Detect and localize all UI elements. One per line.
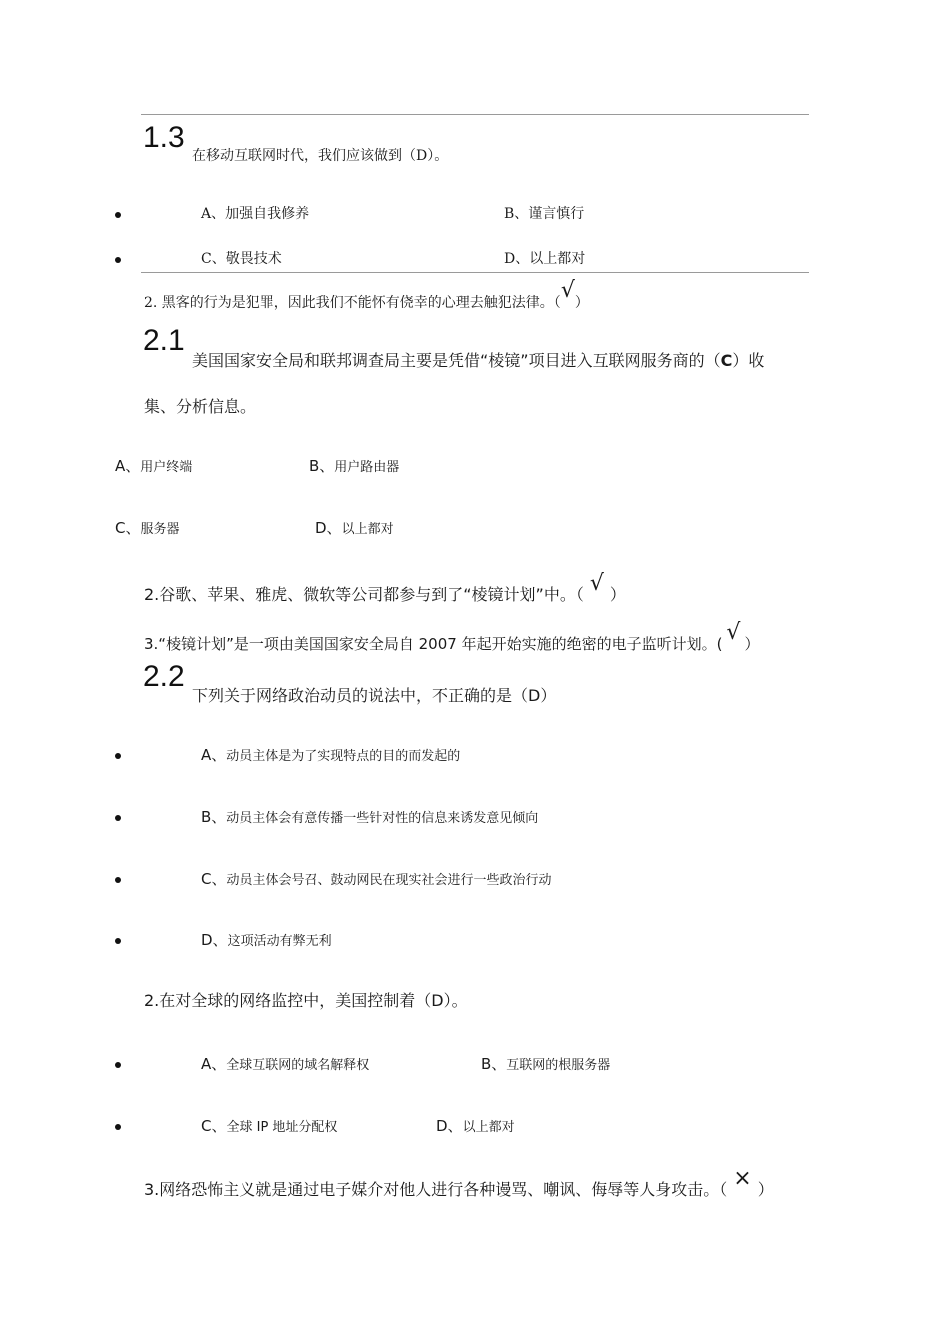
option-c — [201, 1115, 337, 1136]
question-2-1 — [192, 348, 764, 371]
option-letter: A、 — [201, 746, 227, 764]
option-b — [481, 1053, 610, 1074]
option-letter: C、 — [115, 519, 141, 537]
option-text: 全球 IP 地址分配权 — [226, 1120, 338, 1135]
question-1-3: 在移动互联网时代，我们应该做到（D）。 — [192, 148, 449, 164]
statement-text: 3.“棱镜计划”是一项由美国国家安全局自 2007 年起开始实施的绝密的电子监听计划。( — [144, 635, 723, 653]
section-number-2-2: 2.2 — [143, 660, 185, 693]
bullet — [115, 877, 121, 883]
section-number-2-1: 2.1 — [143, 324, 185, 357]
option-d: D、以上都对 — [504, 251, 586, 267]
cross-mark-icon: × — [733, 1166, 752, 1191]
bullet — [115, 1124, 121, 1130]
true-false-3 — [144, 620, 760, 654]
top-divider — [141, 114, 809, 115]
section-number-1-3: 1.3 — [143, 121, 185, 154]
bullet — [115, 753, 121, 759]
option-c: C、敬畏技术 — [201, 251, 282, 267]
option-d — [315, 517, 394, 538]
option-letter: A、 — [115, 457, 141, 475]
option-letter: C、 — [201, 870, 227, 888]
option-letter: A、 — [201, 1055, 227, 1073]
bullet — [115, 938, 121, 944]
option-text: 互联网的根服务器 — [506, 1058, 611, 1073]
option-text: 动员主体会有意传播一些针对性的信息来诱发意见倾向 — [226, 811, 539, 826]
option-c — [201, 868, 552, 889]
true-false-3 — [144, 1166, 774, 1200]
option-d — [201, 929, 332, 950]
statement-text: 2. 黑客的行为是犯罪，因此我们不能怀有侥幸的心理去触犯法律。（ — [144, 295, 561, 311]
statement-text: 3.网络恐怖主义就是通过电子媒介对他人进行各种谩骂、嘲讽、侮辱等人身攻击。（ — [144, 1180, 728, 1199]
option-b: B、谨言慎行 — [504, 206, 585, 222]
option-text: 这项活动有弊无利 — [227, 934, 332, 949]
option-letter: B、 — [201, 808, 227, 826]
option-text: 服务器 — [140, 522, 180, 537]
option-letter: B、 — [481, 1055, 507, 1073]
check-mark-icon: √ — [726, 620, 741, 645]
close-paren: ） — [744, 635, 760, 653]
close-paren: ） — [609, 585, 626, 604]
option-text: 以上都对 — [341, 522, 394, 537]
bullet — [115, 257, 121, 263]
option-letter: D、 — [436, 1117, 463, 1135]
option-text: 以上都对 — [462, 1120, 515, 1135]
option-text: 动员主体会号召、鼓动网民在现实社会进行一些政治行动 — [226, 873, 552, 888]
option-letter: D、 — [315, 519, 342, 537]
option-text: 用户终端 — [140, 460, 193, 475]
question-text-end: ）收 — [732, 351, 765, 370]
option-a — [115, 455, 192, 476]
option-letter: D、 — [201, 931, 228, 949]
option-b — [309, 455, 399, 476]
answer-letter: C — [720, 351, 733, 370]
option-b — [201, 806, 538, 827]
question-2-1-line2: 集、分析信息。 — [144, 397, 257, 416]
option-letter: C、 — [201, 1117, 227, 1135]
question-text: 美国国家安全局和联邦调查局主要是凭借“棱镜”项目进入互联网服务商的（ — [192, 351, 721, 370]
close-paren: ） — [757, 1180, 774, 1199]
question-2-2: 下列关于网络政治动员的说法中，不正确的是（D） — [192, 686, 557, 705]
bullet — [115, 212, 121, 218]
option-a — [201, 1053, 369, 1074]
close-paren: ） — [574, 295, 589, 311]
option-c — [115, 517, 180, 538]
option-a: A、加强自我修养 — [201, 206, 310, 222]
option-text: 用户路由器 — [334, 460, 400, 475]
question-2-2-2: 2.在对全球的网络监控中，美国控制着（D）。 — [144, 991, 468, 1010]
option-text: 动员主体是为了实现特点的目的而发起的 — [226, 749, 461, 764]
check-mark-icon: √ — [589, 571, 604, 596]
divider — [141, 272, 809, 273]
statement-text: 2.谷歌、苹果、雅虎、微软等公司都参与到了“棱镜计划”中。（ — [144, 585, 584, 604]
option-d — [436, 1115, 515, 1136]
true-false-2 — [144, 571, 626, 605]
bullet — [115, 1062, 121, 1068]
option-text: 全球互联网的域名解释权 — [226, 1058, 370, 1073]
true-false-2 — [144, 278, 589, 312]
option-a — [201, 744, 460, 765]
bullet — [115, 815, 121, 821]
option-letter: B、 — [309, 457, 335, 475]
check-mark-icon: √ — [560, 278, 575, 303]
